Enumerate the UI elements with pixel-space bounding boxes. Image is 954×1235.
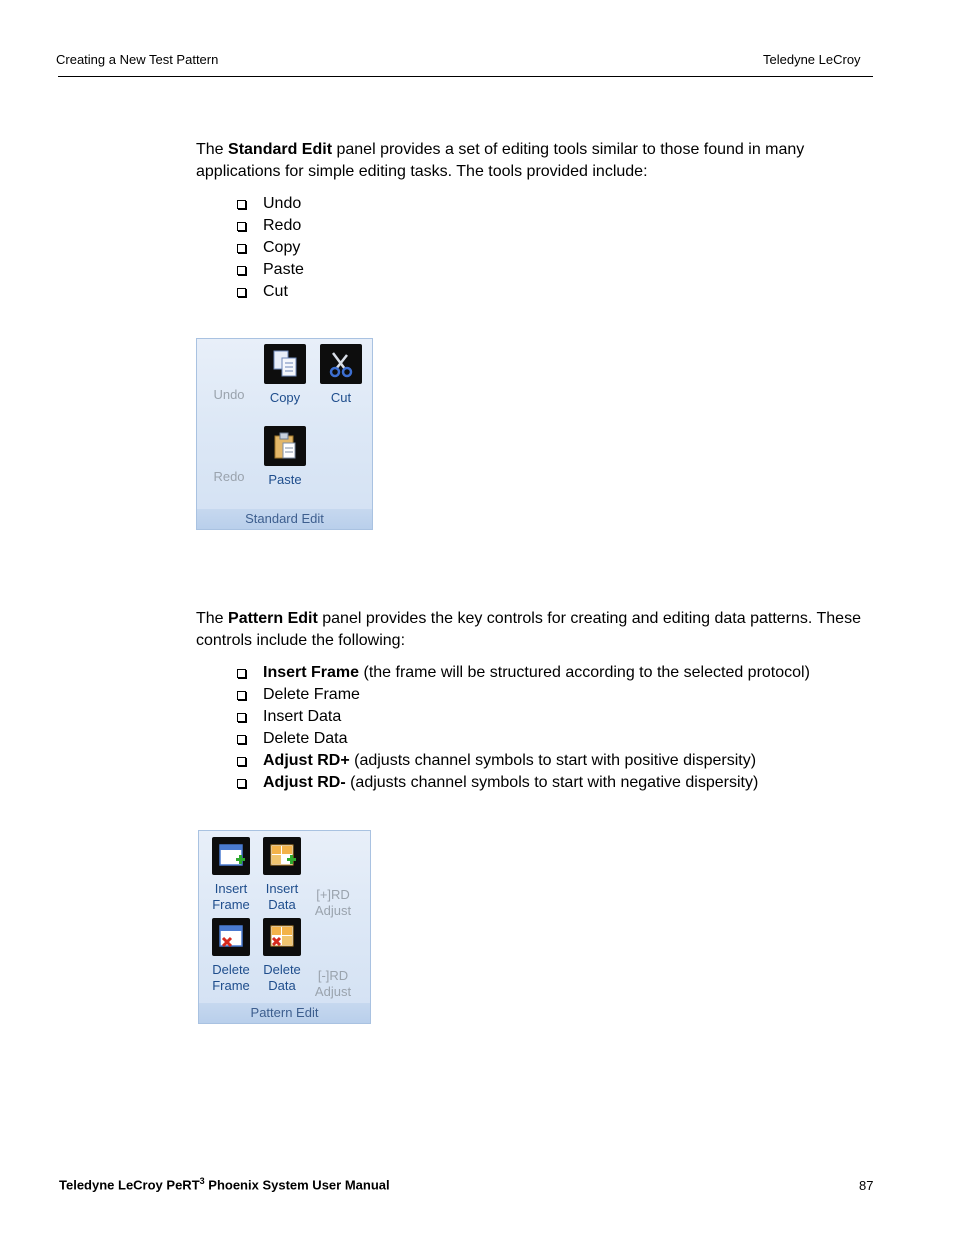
scissors-icon [320,344,362,384]
delete-data-label [256,962,308,994]
label-line: Frame [212,897,250,912]
undo-button[interactable] [203,381,255,403]
list-item-text: (adjusts channel symbols to start with negative dispersity) [345,774,759,791]
checkbox-bullet-icon [237,200,246,209]
delete-data-icon [263,918,301,956]
checkbox-bullet-icon [237,735,246,744]
insert-data-button[interactable] [256,837,308,913]
copy-label: Copy [269,390,301,405]
checkbox-bullet-icon [237,669,246,678]
list-item-text: Delete Data [263,730,348,747]
list-item [236,684,810,706]
checkbox-bullet-icon [237,713,246,722]
insert-frame-label [205,881,257,913]
footer-text: Teledyne LeCroy PeRT [59,1177,200,1193]
header-company: Teledyne LeCroy [763,52,861,67]
list-item-text: Cut [263,283,288,300]
list-item [236,193,304,215]
list-item-text: Paste [263,261,304,278]
list-item-bold: Insert Frame [263,664,360,681]
standard-edit-panel [196,338,373,530]
pattern-edit-intro [196,608,876,652]
insert-frame-button[interactable] [205,837,257,913]
list-item [236,259,304,281]
redo-button[interactable] [203,463,255,485]
label-line: Delete [212,962,250,977]
list-item-text: Copy [263,239,301,256]
standard-edit-tool-list [236,193,304,303]
list-item-text: Delete Frame [263,686,360,703]
label-line: Data [268,897,296,912]
footer-superscript: 3 [199,1176,205,1186]
paste-button[interactable] [261,426,309,488]
adjust-rd-plus-label [307,887,359,919]
pattern-edit-caption: Pattern Edit [199,1003,370,1023]
delete-frame-icon [212,918,250,956]
label-line: Frame [212,978,250,993]
page-number: 87 [859,1178,874,1193]
adjust-rd-minus-button[interactable] [307,962,359,1000]
cut-button[interactable] [317,344,365,406]
paste-label: Paste [268,472,302,487]
pattern-edit-control-list [236,662,810,794]
cut-label: Cut [330,390,352,405]
label-line: Data [268,978,296,993]
list-item-text: Redo [263,217,302,234]
pattern-edit-panel [198,830,371,1024]
list-item-text: (adjusts channel symbols to start with positive dispersity) [349,752,757,769]
footer-text: Phoenix System User Manual [204,1177,390,1193]
list-item [236,237,304,259]
list-item [236,728,810,750]
copy-icon [264,344,306,384]
label-line: Insert [214,881,248,896]
checkbox-bullet-icon [237,691,246,700]
list-item [236,215,304,237]
delete-frame-button[interactable] [205,918,257,994]
intro-text: The [196,141,229,158]
delete-frame-label [205,962,257,994]
list-item-text: Undo [263,195,302,212]
insert-data-icon [263,837,301,875]
checkbox-bullet-icon [237,222,246,231]
list-item [236,662,810,684]
checkbox-bullet-icon [237,288,246,297]
redo-label: Redo [213,469,245,484]
delete-data-button[interactable] [256,918,308,994]
standard-edit-caption: Standard Edit [197,509,372,529]
adjust-rd-plus-button[interactable] [307,881,359,919]
intro-text: panel provides a set of editing tools similar to those found in many applications for simple editing tasks. The tools provided include: [196,141,805,180]
list-item-bold: Adjust RD- [263,774,346,791]
list-item-bold: Adjust RD+ [263,752,350,769]
list-item-text: (the frame will be structured according to the selected protocol) [359,664,810,681]
label-line: [-]RD [317,968,349,983]
intro-bold: Standard Edit [228,141,333,158]
checkbox-bullet-icon [237,757,246,766]
undo-label: Undo [213,387,245,402]
checkbox-bullet-icon [237,266,246,275]
label-line: [+]RD [316,887,350,902]
insert-frame-icon [212,837,250,875]
label-line: Adjust [314,984,352,999]
list-item [236,750,810,772]
list-item [236,281,304,303]
clipboard-icon [264,426,306,466]
header-rule [58,76,873,77]
copy-button[interactable] [261,344,309,406]
list-item [236,772,810,794]
intro-text: The [196,610,229,627]
adjust-rd-minus-label [307,968,359,1000]
list-item [236,706,810,728]
checkbox-bullet-icon [237,779,246,788]
intro-bold: Pattern Edit [228,610,318,627]
label-line: Delete [263,962,301,977]
label-line: Insert [265,881,299,896]
header-section-title: Creating a New Test Pattern [56,52,219,67]
label-line: Adjust [314,903,352,918]
standard-edit-intro [196,139,876,183]
insert-data-label [256,881,308,913]
checkbox-bullet-icon [237,244,246,253]
footer-title [59,1176,390,1192]
intro-text: panel provides the key controls for creating and editing data patterns. These controls include the following: [196,610,861,649]
list-item-text: Insert Data [263,708,342,725]
